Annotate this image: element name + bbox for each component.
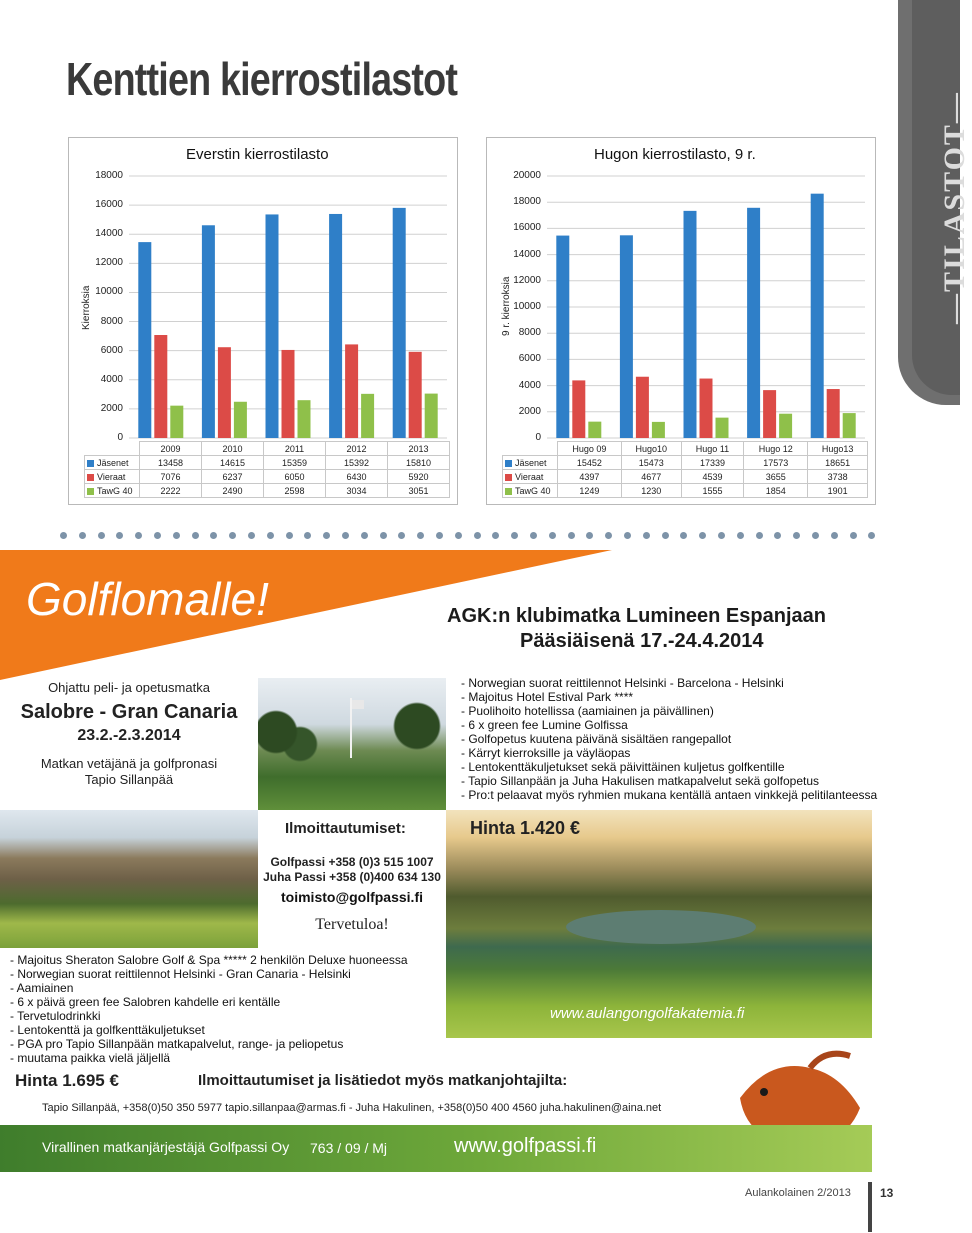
separator-dot <box>361 532 368 539</box>
separator-dot <box>474 532 481 539</box>
table-row <box>503 456 868 470</box>
list-item: - 6 x päivä green fee Salobren kahdelle eri kentälle <box>10 995 281 1009</box>
separator-dot <box>737 532 744 539</box>
table-row <box>85 456 450 470</box>
table-cell: 3034 <box>326 484 388 498</box>
chart-hugon-table <box>502 441 868 498</box>
separator-dot <box>79 532 86 539</box>
chart-hugon-title: Hugon kierrostilasto, 9 r. <box>594 146 756 163</box>
chart-everstin-title: Everstin kierrostilasto <box>186 146 329 163</box>
table-cell: 4397 <box>558 470 622 484</box>
separator-dot <box>267 532 274 539</box>
bar-j-senet-2009 <box>138 242 151 438</box>
lumine-course-photo <box>446 810 872 1038</box>
bar-tawg-40-2012 <box>361 394 374 438</box>
y-tick-label: 0 <box>117 432 123 443</box>
palm-trees <box>258 708 318 768</box>
separator-dot <box>323 532 330 539</box>
separator-dot <box>116 532 123 539</box>
chart-hugon-ylabel: 9 r. kierroksia <box>501 276 512 336</box>
category-label: 2011 <box>264 442 326 456</box>
bar-j-senet-hugo-12 <box>747 208 760 438</box>
separator-dot <box>643 532 650 539</box>
separator-dot <box>756 532 763 539</box>
table-cell: 7076 <box>140 470 202 484</box>
table-cell: 13458 <box>140 456 202 470</box>
separator-dot <box>210 532 217 539</box>
table-cell: 14615 <box>202 456 264 470</box>
pond <box>566 910 756 944</box>
bar-j-senet-2013 <box>393 208 406 438</box>
bar-tawg-40-hugo10 <box>652 422 665 438</box>
separator-dot <box>417 532 424 539</box>
table-cell: 1249 <box>558 484 622 498</box>
separator-dot <box>398 532 405 539</box>
y-tick-label: 18000 <box>95 170 123 181</box>
welcome-text: Tervetuloa! <box>315 916 389 933</box>
y-tick-label: 2000 <box>518 405 541 417</box>
ad-headline: Golflomalle! <box>26 573 269 625</box>
agk-title: AGK:n klubimatka Lumineen Espanjaan <box>447 605 826 627</box>
dot-separator <box>60 530 880 542</box>
category-label: 2010 <box>202 442 264 456</box>
table-header-row <box>85 442 450 456</box>
y-tick-label: 14000 <box>95 228 123 240</box>
table-cell: 2490 <box>202 484 264 498</box>
chart-hugon <box>486 137 876 505</box>
list-item: - Lentokenttä ja golfkenttäkuljetukset <box>10 1023 205 1037</box>
y-tick-label: 12000 <box>513 274 541 286</box>
bar-j-senet-hugo-09 <box>556 236 569 438</box>
aulanko-website-link[interactable]: www.aulangongolfakatemia.fi <box>550 1005 745 1022</box>
table-cell: 3051 <box>388 484 450 498</box>
table-header-row <box>503 442 868 456</box>
table-cell: 3738 <box>808 470 868 484</box>
separator-dot <box>868 532 875 539</box>
series-name: TawG 40 <box>515 485 551 496</box>
category-label: 2009 <box>140 442 202 456</box>
bar-vieraat-hugo10 <box>636 377 649 438</box>
section-tab <box>898 0 971 405</box>
table-row <box>85 470 450 484</box>
table-cell: 15452 <box>558 456 622 470</box>
list-item: - Aamiainen <box>10 981 74 995</box>
category-label: 2012 <box>326 442 388 456</box>
table-cell: 5920 <box>388 470 450 484</box>
separator-dot <box>586 532 593 539</box>
legend-swatch-icon <box>87 474 94 481</box>
separator-dot <box>492 532 499 539</box>
bar-tawg-40-hugo13 <box>843 413 856 438</box>
separator-dot <box>173 532 180 539</box>
list-item: - Kärryt kierroksille ja väyläopas <box>461 746 631 760</box>
chart-everstin-table <box>84 441 450 498</box>
table-cell: 15392 <box>326 456 388 470</box>
table-row <box>503 484 868 498</box>
signup-email-link[interactable]: toimisto@golfpassi.fi <box>281 889 423 905</box>
category-label: Hugo10 <box>621 442 681 456</box>
legend-swatch-icon <box>505 488 512 495</box>
y-tick-label: 4000 <box>518 379 541 391</box>
chart-everstin <box>68 137 458 505</box>
bar-vieraat-hugo-12 <box>763 390 776 438</box>
separator-dot <box>605 532 612 539</box>
signup-phone-juha: Juha Passi +358 (0)400 634 130 <box>263 870 441 884</box>
bar-vieraat-hugo13 <box>827 389 840 438</box>
salobre-intro: Ohjattu peli- ja opetusmatka <box>48 680 210 695</box>
table-cell: 6050 <box>264 470 326 484</box>
category-label: Hugo 11 <box>681 442 744 456</box>
separator-dot <box>135 532 142 539</box>
bar-j-senet-hugo-11 <box>684 211 697 438</box>
y-tick-label: 8000 <box>100 315 123 327</box>
list-item: - Tapio Sillanpään ja Juha Hakulisen matkapalvelut sekä golfopetus <box>461 774 820 788</box>
bar-vieraat-hugo-11 <box>700 379 713 438</box>
table-cell: 6430 <box>326 470 388 484</box>
bar-vieraat-hugo-09 <box>572 380 585 438</box>
table-cell: 1901 <box>808 484 868 498</box>
separator-dot <box>774 532 781 539</box>
separator-dot <box>662 532 669 539</box>
contact-line: Tapio Sillanpää, +358(0)50 350 5977 tapio.sillanpaa@armas.fi - Juha Hakulinen, +358(0)50 400 4560 juha.hakulinen@aina.net <box>42 1102 662 1114</box>
salobre-title: Salobre - Gran Canaria <box>20 701 238 723</box>
series-name: Jäsenet <box>515 457 547 468</box>
list-item: - muutama paikka vielä jäljellä <box>10 1051 171 1065</box>
organizer-text: Virallinen matkanjärjestäjä Golfpassi Oy <box>42 1139 290 1155</box>
bar-j-senet-hugo10 <box>620 235 633 438</box>
list-item: - Golfopetus kuutena päivänä sisältäen rangepallot <box>461 732 732 746</box>
bar-vieraat-2013 <box>409 352 422 438</box>
separator-dot <box>680 532 687 539</box>
y-tick-label: 18000 <box>513 196 541 208</box>
y-tick-label: 2000 <box>100 402 123 414</box>
chart-everstin-ylabel: Kierroksia <box>81 285 92 330</box>
golfpassi-website-link[interactable]: www.golfpassi.fi <box>454 1135 597 1157</box>
list-item: - Majoitus Sheraton Salobre Golf & Spa ***** 2 henkilön Deluxe huoneessa <box>10 953 408 967</box>
y-tick-label: 12000 <box>95 257 123 269</box>
legend-swatch-icon <box>87 460 94 467</box>
separator-dot <box>624 532 631 539</box>
signup-phone-golfpassi: Golfpassi +358 (0)3 515 1007 <box>270 855 434 869</box>
separator-dot <box>154 532 161 539</box>
table-cell: 18651 <box>808 456 868 470</box>
bar-vieraat-2012 <box>345 344 358 438</box>
separator-dot <box>436 532 443 539</box>
separator-dot <box>568 532 575 539</box>
salobre-list <box>10 953 408 1065</box>
category-label: Hugo 12 <box>744 442 808 456</box>
y-tick-label: 10000 <box>513 301 541 312</box>
bar-tawg-40-2009 <box>170 406 183 438</box>
y-tick-label: 16000 <box>513 222 541 234</box>
separator-dot <box>248 532 255 539</box>
separator-dot <box>455 532 462 539</box>
table-cell: 1230 <box>621 484 681 498</box>
separator-dot <box>530 532 537 539</box>
list-item: - PGA pro Tapio Sillanpään matkapalvelut, range- ja peliopetus <box>10 1037 344 1051</box>
section-tab-label: —TILASTOT— <box>938 91 971 324</box>
golf-flag-photo <box>258 678 446 810</box>
separator-dot <box>511 532 518 539</box>
series-name: Vieraat <box>97 471 126 482</box>
bar-j-senet-2010 <box>202 225 215 438</box>
table-cell: 15359 <box>264 456 326 470</box>
bar-tawg-40-2013 <box>425 394 438 438</box>
agk-dates: Pääsiäisenä 17.-24.4.2014 <box>520 630 764 652</box>
bar-tawg-40-hugo-11 <box>716 418 729 438</box>
salobre-landscape-photo <box>0 810 258 948</box>
chart-hugon-plot <box>547 166 865 446</box>
list-item: - Majoitus Hotel Estival Park **** <box>461 690 634 704</box>
separator-dot <box>549 532 556 539</box>
separator-dot <box>850 532 857 539</box>
legend-swatch-icon <box>505 474 512 481</box>
separator-dot <box>793 532 800 539</box>
list-item: - Norwegian suorat reittilennot Helsinki - Gran Canaria - Helsinki <box>10 967 351 981</box>
table-cell: 2222 <box>140 484 202 498</box>
salobre-leader-name: Tapio Sillanpää <box>84 772 174 787</box>
license-number: 763 / 09 / Mj <box>310 1140 388 1156</box>
table-row <box>85 484 450 498</box>
separator-dot <box>304 532 311 539</box>
table-cell: 2598 <box>264 484 326 498</box>
bar-tawg-40-2010 <box>234 402 247 438</box>
separator-dot <box>831 532 838 539</box>
y-tick-label: 0 <box>535 432 541 443</box>
salobre-leader: Matkan vetäjänä ja golfpronasi <box>40 756 218 771</box>
list-item: - 6 x green fee Lumine Golfissa <box>461 718 628 732</box>
table-cell: 15473 <box>621 456 681 470</box>
table-cell: 15810 <box>388 456 450 470</box>
signup-title: Ilmoittautumiset: <box>285 820 406 837</box>
publication-name: Aulankolainen 2/2013 <box>745 1187 851 1199</box>
y-tick-label: 8000 <box>518 327 541 339</box>
separator-dot <box>342 532 349 539</box>
list-item: - Puolihoito hotellissa (aamiainen ja päivällinen) <box>461 704 714 718</box>
separator-dot <box>286 532 293 539</box>
table-cell: 17573 <box>744 456 808 470</box>
series-name: Jäsenet <box>97 457 129 468</box>
bar-j-senet-hugo13 <box>811 194 824 438</box>
y-tick-label: 20000 <box>513 170 541 181</box>
legend-swatch-icon <box>505 460 512 467</box>
category-label: Hugo13 <box>808 442 868 456</box>
bar-vieraat-2011 <box>282 350 295 438</box>
separator-dot <box>812 532 819 539</box>
bar-j-senet-2011 <box>266 214 279 438</box>
table-cell: 6237 <box>202 470 264 484</box>
separator-dot <box>60 532 67 539</box>
y-tick-label: 10000 <box>95 286 123 298</box>
list-item: - Lentokenttäkuljetukset sekä päivittäinen kuljetus golfkentille <box>461 760 785 774</box>
table-cell: 4677 <box>621 470 681 484</box>
separator-dot <box>98 532 105 539</box>
table-cell: 17339 <box>681 456 744 470</box>
list-item: - Pro:t pelaavat myös ryhmien mukana kentällä antaen vinkkejä pelitilanteessa <box>461 788 878 802</box>
y-tick-label: 6000 <box>100 344 123 356</box>
table-cell: 3655 <box>744 470 808 484</box>
separator-dot <box>699 532 706 539</box>
y-tick-label: 14000 <box>513 248 541 260</box>
bar-tawg-40-2011 <box>298 400 311 438</box>
table-row <box>503 470 868 484</box>
contact-title: Ilmoittautumiset ja lisätiedot myös matkanjohtajilta: <box>198 1072 568 1089</box>
list-item: - Tervetulodrinkki <box>10 1009 101 1023</box>
bar-j-senet-2012 <box>329 214 342 438</box>
table-cell: 4539 <box>681 470 744 484</box>
salobre-price: Hinta 1.695 € <box>15 1071 119 1090</box>
agk-price: Hinta 1.420 € <box>470 818 581 838</box>
separator-dot <box>718 532 725 539</box>
separator-dot <box>380 532 387 539</box>
bar-tawg-40-hugo-09 <box>588 422 601 438</box>
series-name: Vieraat <box>515 471 544 482</box>
chart-everstin-plot <box>129 166 447 446</box>
y-tick-label: 16000 <box>95 199 123 211</box>
category-label: 2013 <box>388 442 450 456</box>
y-tick-label: 4000 <box>100 373 123 385</box>
list-item: - Norwegian suorat reittilennot Helsinki - Barcelona - Helsinki <box>461 676 784 690</box>
legend-swatch-icon <box>87 488 94 495</box>
table-cell: 1854 <box>744 484 808 498</box>
category-label: Hugo 09 <box>558 442 622 456</box>
page-number: 13 <box>880 1186 894 1200</box>
agk-list <box>461 676 877 802</box>
y-tick-label: 6000 <box>518 353 541 365</box>
separator-dot <box>229 532 236 539</box>
footer-bar <box>868 1182 872 1232</box>
bar-vieraat-2010 <box>218 347 231 438</box>
bar-tawg-40-hugo-12 <box>779 414 792 438</box>
separator-dot <box>192 532 199 539</box>
series-name: TawG 40 <box>97 485 133 496</box>
golf-travel-ad <box>0 550 878 1172</box>
page-title: Kenttien kierrostilastot <box>66 53 458 105</box>
table-cell: 1555 <box>681 484 744 498</box>
salobre-dates: 23.2.-2.3.2014 <box>77 727 181 744</box>
bar-vieraat-2009 <box>154 335 167 438</box>
